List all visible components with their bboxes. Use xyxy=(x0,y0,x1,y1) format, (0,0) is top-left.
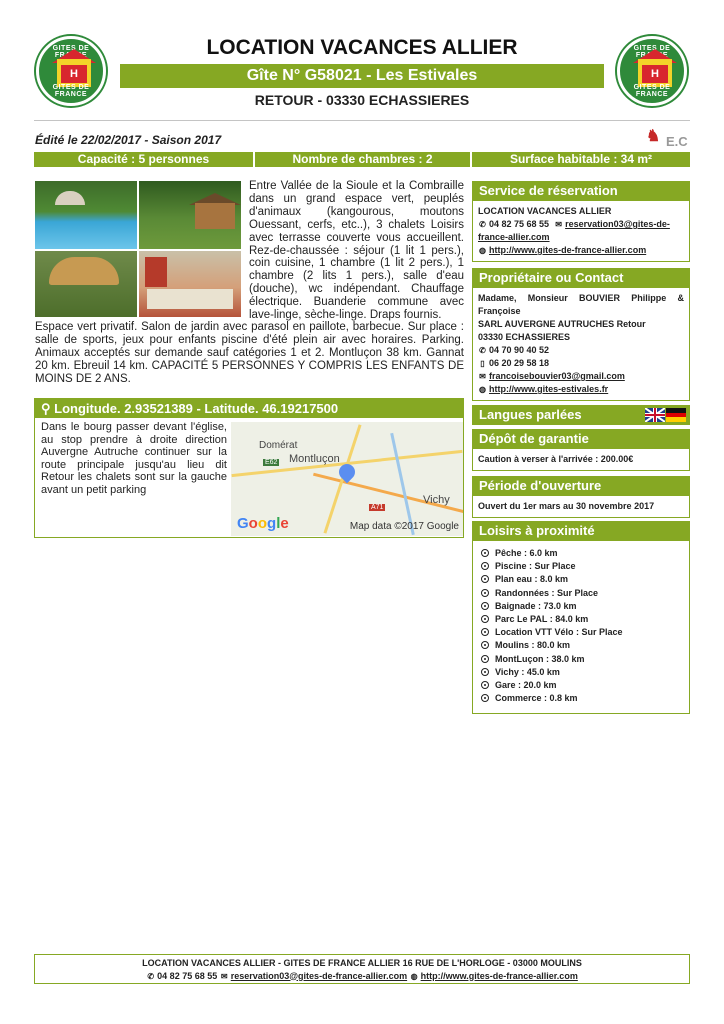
list-item: Plan eau : 8.0 km xyxy=(481,573,689,586)
list-item: Moulins : 80.0 km xyxy=(481,639,689,652)
owner-email-link[interactable]: francoisebouvier03@gmail.com xyxy=(489,371,625,381)
reservation-body xyxy=(472,201,690,262)
owner-heading: Propriétaire ou Contact xyxy=(472,268,690,288)
footer-phone: 04 82 75 68 55 xyxy=(157,970,218,981)
opening-panel xyxy=(472,476,690,518)
map-city-vichy: Vichy xyxy=(423,494,450,506)
geo-coordinates: Longitude. 2.93521389 - Latitude. 46.19217500 xyxy=(54,401,339,416)
directions: Dans le bourg passer devant l'église, au stop prendre à droite direction Auvergne Autruche continuer sur la route principale jusqu'au lieu dit Retour les chalets sont sur la gauche avant un petit parking xyxy=(41,421,227,496)
phone-icon: ✆ xyxy=(147,971,155,981)
reservation-website-link[interactable]: http://www.gites-de-france-allier.com xyxy=(489,245,647,255)
deposit-body xyxy=(472,449,690,471)
languages-heading xyxy=(472,405,690,425)
owner-body xyxy=(472,288,690,401)
language-flags xyxy=(645,408,686,422)
geo-heading xyxy=(35,399,463,418)
deposit-panel xyxy=(472,429,690,471)
description-continued: Espace vert privatif. Salon de jardin avec parasol en paillote, barbecue. Sur place : salle de sports, jeux pour enfants piscine d'été plein air avec horaires. Parking. Animaux acceptés sur demande sauf catégories 1 et 2. Montluçon 38 km. Gannat 20 km. Ebreuil 14 km. CAPACITÉ 5 PERSONNES Y COMPRIS LES ENFANTS DE MOINS DE 2 ANS. xyxy=(35,321,464,385)
target-icon xyxy=(481,641,489,649)
target-icon xyxy=(481,681,489,689)
gites-de-france-logo xyxy=(36,36,106,106)
google-logo: Google xyxy=(237,515,289,532)
owner-mobile: 06 20 29 58 18 xyxy=(489,358,550,368)
photo-chalet xyxy=(139,181,241,249)
deposit-text: Caution à verser à l'arrivée : 200.00€ xyxy=(478,454,634,464)
surface: Surface habitable : 34 m² xyxy=(509,152,653,166)
owner-city: 03330 ECHASSIERES xyxy=(478,332,571,342)
opening-heading: Période d'ouverture xyxy=(472,476,690,496)
globe-icon: ◍ xyxy=(410,971,418,981)
header-divider xyxy=(34,120,690,121)
capacity: Capacité : 5 personnes xyxy=(77,152,210,166)
page-footer xyxy=(34,954,690,984)
envelope-icon: ✉ xyxy=(220,971,228,981)
list-item: Piscine : Sur Place xyxy=(481,560,689,573)
target-icon xyxy=(481,575,489,583)
target-icon xyxy=(481,615,489,623)
owner-website-link[interactable]: http://www.gites-estivales.fr xyxy=(489,384,609,394)
uk-flag-icon xyxy=(645,408,665,422)
footer-website-link[interactable]: http://www.gites-de-france-allier.com xyxy=(420,970,578,981)
location-map[interactable] xyxy=(231,422,463,536)
photo-pool xyxy=(35,181,137,249)
target-icon xyxy=(481,549,489,557)
photo-bedroom xyxy=(139,251,241,317)
opening-text: Ouvert du 1er mars au 30 novembre 2017 xyxy=(478,501,655,511)
languages-heading-text: Langues parlées xyxy=(479,407,582,422)
leisure-list xyxy=(472,541,690,714)
page-title: LOCATION VACANCES ALLIER xyxy=(206,36,518,59)
eco-label-text: E.C xyxy=(666,134,688,149)
logo-bottom-text: GITES DE FRANCE xyxy=(633,84,671,98)
globe-icon: ◍ xyxy=(479,246,486,255)
owner-phone: 04 70 90 40 52 xyxy=(489,345,550,355)
map-city-domerat: Domérat xyxy=(259,440,298,451)
owner-name: Madame, Monsieur BOUVIER Philippe & Françoise xyxy=(478,293,684,316)
target-icon xyxy=(481,694,489,702)
germany-flag-icon xyxy=(666,408,686,422)
logo-top-text: GITES DE FRANCE xyxy=(633,45,671,59)
target-icon xyxy=(481,655,489,663)
description: Entre Vallée de la Sioule et la Combraille dans un grand espace vert, peuplés d'animaux (kangourous, moutons Ouessant, cerfs, etc..), 3 chalets Loisirs avec terrasse couverte vous accueillent. Rez-de-chaussée : séjour (1 lit 1 pers.), coin cuisine, 1 chambre (1 lit 2 pers.), 1 chambre (2 lits 1 pers.), salle d'eau (douche), wc indépendant. Chauffage électrique. Buanderie commune avec lave-linge, sèche-linge. Draps fournis. xyxy=(249,180,464,322)
globe-icon: ◍ xyxy=(479,385,486,394)
map-copyright: Map data ©2017 Google xyxy=(349,521,459,532)
target-icon xyxy=(481,589,489,597)
envelope-icon: ✉ xyxy=(479,372,486,381)
ostrich-icon: ♞ xyxy=(646,128,661,145)
footer-address: LOCATION VACANCES ALLIER - GITES DE FRANCE ALLIER 16 RUE DE L'HORLOGE - 03000 MOULINS xyxy=(142,958,582,968)
gites-de-france-logo-right xyxy=(617,36,687,106)
list-item: Vichy : 45.0 km xyxy=(481,666,689,679)
list-item: Baignade : 73.0 km xyxy=(481,600,689,613)
geo-section xyxy=(34,398,464,538)
reservation-phone: 04 82 75 68 55 xyxy=(489,219,550,229)
target-icon xyxy=(481,562,489,570)
list-item: Randonnées : Sur Place xyxy=(481,587,689,600)
reservation-name: LOCATION VACANCES ALLIER xyxy=(478,206,612,216)
list-item: Location VTT Vélo : Sur Place xyxy=(481,626,689,639)
logo-mark: H xyxy=(61,65,87,83)
list-item: Parc Le PAL : 84.0 km xyxy=(481,613,689,626)
map-road-a71: A71 xyxy=(371,504,384,511)
target-icon xyxy=(481,668,489,676)
bedrooms: Nombre de chambres : 2 xyxy=(253,152,472,167)
eco-label xyxy=(646,126,690,150)
edited-date: Édité le 22/02/2017 - Saison 2017 xyxy=(35,133,222,147)
owner-company: SARL AUVERGNE AUTRUCHES Retour xyxy=(478,319,646,329)
mobile-icon: ▯ xyxy=(480,359,485,368)
target-icon xyxy=(481,628,489,636)
owner-panel xyxy=(472,268,690,401)
logo-top-text: GITES DE FRANCE xyxy=(52,45,90,59)
list-item: Gare : 20.0 km xyxy=(481,679,689,692)
leisure-heading: Loisirs à proximité xyxy=(472,521,690,541)
opening-body xyxy=(472,496,690,518)
target-icon xyxy=(481,602,489,610)
list-item: MontLuçon : 38.0 km xyxy=(481,653,689,666)
gite-location: RETOUR - 03330 ECHASSIERES xyxy=(254,92,470,108)
photo-garden xyxy=(35,251,137,317)
reservation-panel xyxy=(472,181,690,262)
leisure-panel xyxy=(472,521,690,714)
map-road-e62: E62 xyxy=(265,459,278,466)
map-marker-icon: ⚲ xyxy=(41,401,51,416)
phone-icon: ✆ xyxy=(479,346,486,355)
list-item: Pêche : 6.0 km xyxy=(481,547,689,560)
map-city-montlucon: Montluçon xyxy=(289,453,340,465)
reservation-email-link[interactable]: reservation03@gites-de-france-allier.com xyxy=(478,219,670,242)
footer-email-link[interactable]: reservation03@gites-de-france-allier.com xyxy=(230,970,408,981)
logo-bottom-text: GITES DE FRANCE xyxy=(52,84,90,98)
envelope-icon: ✉ xyxy=(555,220,562,229)
languages-panel xyxy=(472,405,690,425)
capacity-bar xyxy=(34,152,690,167)
gite-subtitle: Gîte N° G58021 - Les Estivales xyxy=(120,64,604,88)
deposit-heading: Dépôt de garantie xyxy=(472,429,690,449)
list-item: Commerce : 0.8 km xyxy=(481,692,689,705)
logo-mark: H xyxy=(642,65,668,83)
reservation-heading: Service de réservation xyxy=(472,181,690,201)
phone-icon: ✆ xyxy=(479,220,486,229)
photo-gallery xyxy=(35,181,241,317)
